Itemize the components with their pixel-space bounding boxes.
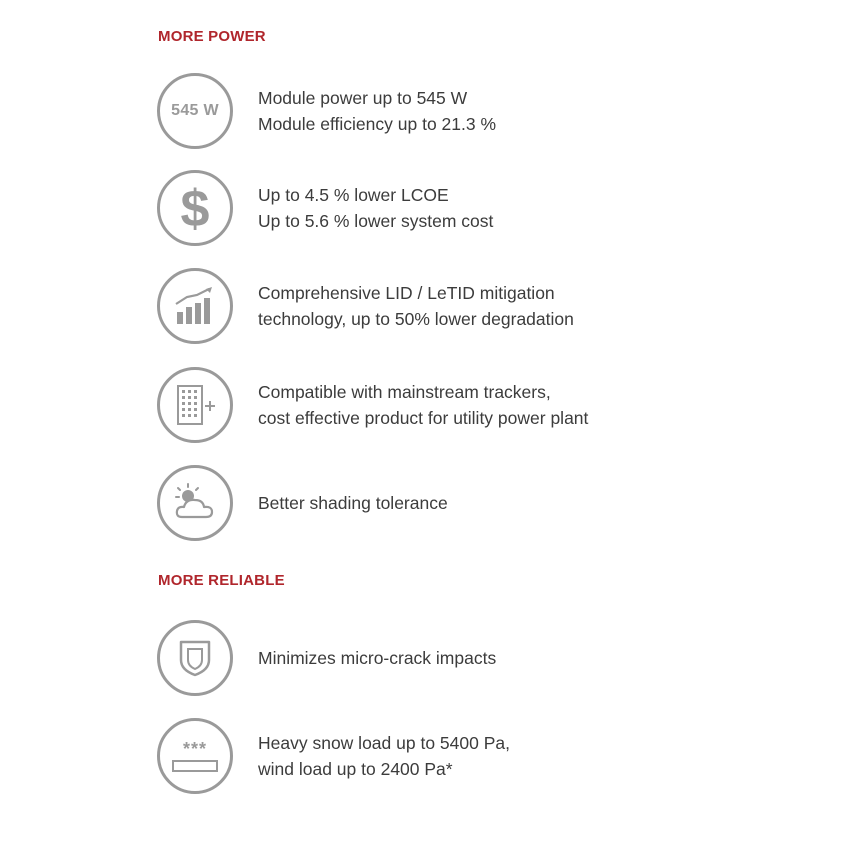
feature-lid-letid: [157, 268, 574, 344]
shield-icon: [157, 620, 233, 696]
feature-lcoe: [157, 170, 493, 246]
section-title-more-power: MORE POWER: [158, 28, 266, 45]
feature-line: Minimizes micro-crack impacts: [258, 648, 497, 668]
feature-snow-wind-load: [157, 718, 510, 794]
feature-text: [258, 85, 496, 137]
feature-line: Up to 5.6 % lower system cost: [258, 211, 494, 231]
feature-line: Module efficiency up to 21.3 %: [258, 114, 497, 134]
feature-text: [258, 490, 448, 516]
feature-trackers: [157, 367, 588, 443]
feature-line: Heavy snow load up to 5400 Pa,: [258, 733, 510, 753]
section-title-more-reliable: MORE RELIABLE: [158, 572, 285, 589]
badge-text: 545 W: [171, 102, 219, 119]
feature-text: [258, 182, 493, 234]
feature-line: Comprehensive LID / LeTID mitigation: [258, 283, 555, 303]
solar-panel-icon: [157, 367, 233, 443]
dollar-icon: [157, 170, 233, 246]
snow-load-icon: [157, 718, 233, 794]
sun-cloud-icon: [157, 465, 233, 541]
svg-text:$: $: [180, 182, 210, 234]
feature-text: [258, 645, 496, 671]
feature-text: [258, 280, 574, 332]
feature-line: Compatible with mainstream trackers,: [258, 382, 551, 402]
545w-badge-icon: [157, 73, 233, 149]
feature-line: Module power up to 545 W: [258, 88, 468, 108]
feature-line: Up to 4.5 % lower LCOE: [258, 185, 449, 205]
feature-text: [258, 730, 510, 782]
bar-chart-icon: [157, 268, 233, 344]
feature-module-power: [157, 73, 496, 149]
feature-line: wind load up to 2400 Pa*: [258, 759, 453, 779]
feature-shading: [157, 465, 448, 541]
feature-line: Better shading tolerance: [258, 493, 448, 513]
feature-micro-crack: [157, 620, 496, 696]
feature-line: technology, up to 50% lower degradation: [258, 309, 574, 329]
feature-text: [258, 379, 588, 431]
snow-icon-text: ***: [182, 739, 208, 759]
feature-line: cost effective product for utility power plant: [258, 408, 589, 428]
